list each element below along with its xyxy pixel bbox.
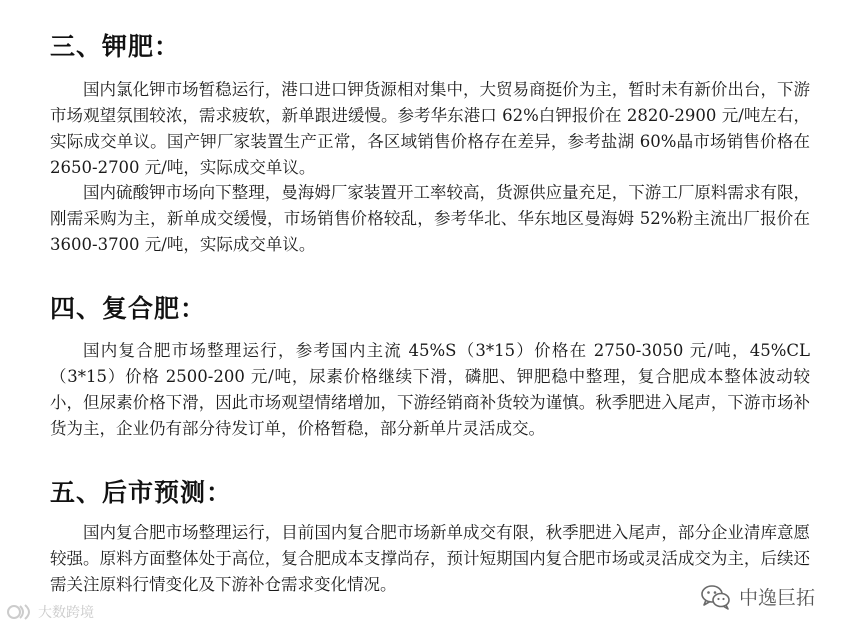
- watermark-right: [701, 583, 815, 610]
- watermark-left-text: 大数跨境: [38, 605, 94, 621]
- section-heading-compound-fertilizer: 四、复合肥：: [50, 294, 207, 323]
- paragraph-potassium-chloride: 国内氯化钾市场暂稳运行，港口进口钾货源相对集中，大贸易商挺价为主，暂时未有新价出台，下游市场观望氛围较浓，需求疲软，新单跟进缓慢。参考华东港口 62%白钾报价在 2820-2900 元/吨左右，实际成交单议。国产钾厂家装置生产正常，各区域销售价格存在差异，参考盐湖 60%晶市场销售价格在 2650-2700 元/吨，实际成交单议。: [50, 80, 810, 177]
- section-heading-market-forecast: 五、后市预测：: [50, 478, 233, 507]
- paragraph-potassium-sulfate: 国内硫酸钾市场向下整理，曼海姆厂家装置开工率较高，货源供应量充足，下游工厂原料需求有限，刚需采购为主，新单成交缓慢，市场销售价格较乱，参考华北、华东地区曼海姆 52%粉主流出厂报价在 3600-3700 元/吨，实际成交单议。: [50, 183, 810, 254]
- bigdata-logo-icon: [6, 602, 34, 622]
- watermark-right-text: 中逸巨拓: [739, 587, 816, 609]
- watermark-left: [6, 602, 94, 622]
- paragraph-market-forecast: 国内复合肥市场整理运行，目前国内复合肥市场新单成交有限，秋季肥进入尾声，部分企业清库意愿较强。原料方面整体处于高位，复合肥成本支撑尚存，预计短期国内复合肥市场或灵活成交为主，后续还需关注原料行情变化及下游补仓需求变化情况。: [50, 523, 810, 594]
- paragraph-compound-fertilizer: 国内复合肥市场整理运行，参考国内主流 45%S（3*15）价格在 2750-3050 元/吨，45%CL（3*15）价格 2500-200 元/吨，尿素价格继续下滑，磷肥、钾肥稳中整理，复合肥成本整体波动较小，但尿素价格下滑，因此市场观望情绪增加，下游经销商补货较为谨慎。秋季肥进入尾声，下游市场补货为主，企业仍有部分待发订单，价格暂稳，部分新单片灵活成交。: [50, 341, 810, 438]
- section-heading-potash: 三、钾肥：: [50, 32, 181, 61]
- wechat-icon: [701, 584, 731, 610]
